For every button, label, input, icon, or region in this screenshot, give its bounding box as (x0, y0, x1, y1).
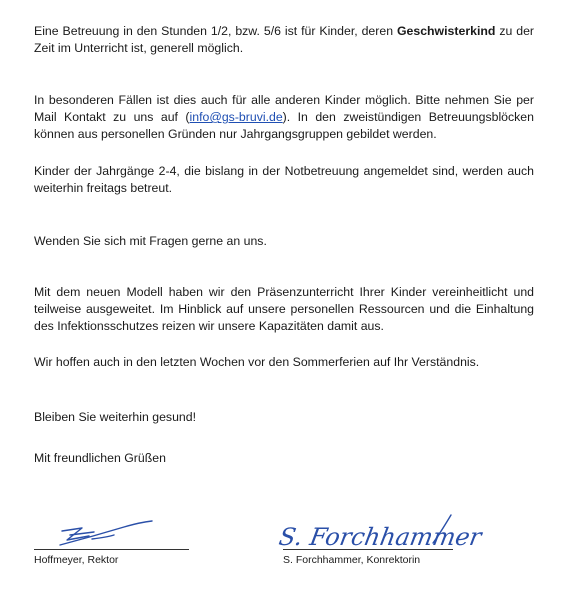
paragraph-new-model: Mit dem neuen Modell haben wir den Präsenzunterricht Ihrer Kinder vereinheitlicht und teilweise ausgeweitet. Im Hinblick auf unsere personellen Ressourcen und die Einhaltung des Infektionsschutzes reizen wir unsere Kapazitäten damit aus. (34, 285, 534, 333)
signature-name-right: S. Forchhammer, Konrektorin (283, 554, 421, 566)
signature-line-left (34, 549, 189, 550)
paragraph-special-cases (34, 92, 534, 143)
paragraph-understanding: Wir hoffen auch in den letzten Wochen vor den Sommerferien auf Ihr Verständnis. (34, 355, 480, 369)
paragraph-emergency-care: Kinder der Jahrgänge 2-4, die bislang in der Notbetreuung angemeldet sind, werden auch weiterhin freitags betreut. (34, 164, 534, 195)
p2-text-b: ). In den zweistündigen Betreuungsblöcken können aus personellen Gründen nur Jahrgangsgruppen gebildet werden. (34, 110, 534, 141)
p2-text-a: In besonderen Fällen ist dies auch für alle anderen Kinder möglich. Bitte nehmen Sie per Mail Kontakt zu uns auf ( (34, 93, 534, 124)
signature-hoffmeyer-image (34, 505, 189, 551)
email-link[interactable]: info@gs-bruvi.de (189, 110, 283, 124)
paragraph-closing: Mit freundlichen Grüßen (34, 451, 166, 465)
signature-handwriting-text: S. Forchhammer (276, 523, 484, 551)
p1-text-b: zu der Zeit im Unterricht ist, generell möglich. (34, 24, 535, 55)
signature-forchhammer-image (276, 505, 484, 551)
p1-bold-sibling: Geschwisterkind (396, 24, 496, 38)
p1-text-a: Eine Betreuung in den Stunden 1/2, bzw. 5/6 ist für Kinder, deren (34, 24, 397, 38)
paragraph-stay-healthy: Bleiben Sie weiterhin gesund! (34, 410, 197, 424)
paragraph-care-hours (34, 23, 534, 57)
signature-name-left: Hoffmeyer, Rektor (34, 554, 119, 566)
paragraph-questions: Wenden Sie sich mit Fragen gerne an uns. (34, 234, 267, 248)
signature-line-right (283, 549, 453, 550)
